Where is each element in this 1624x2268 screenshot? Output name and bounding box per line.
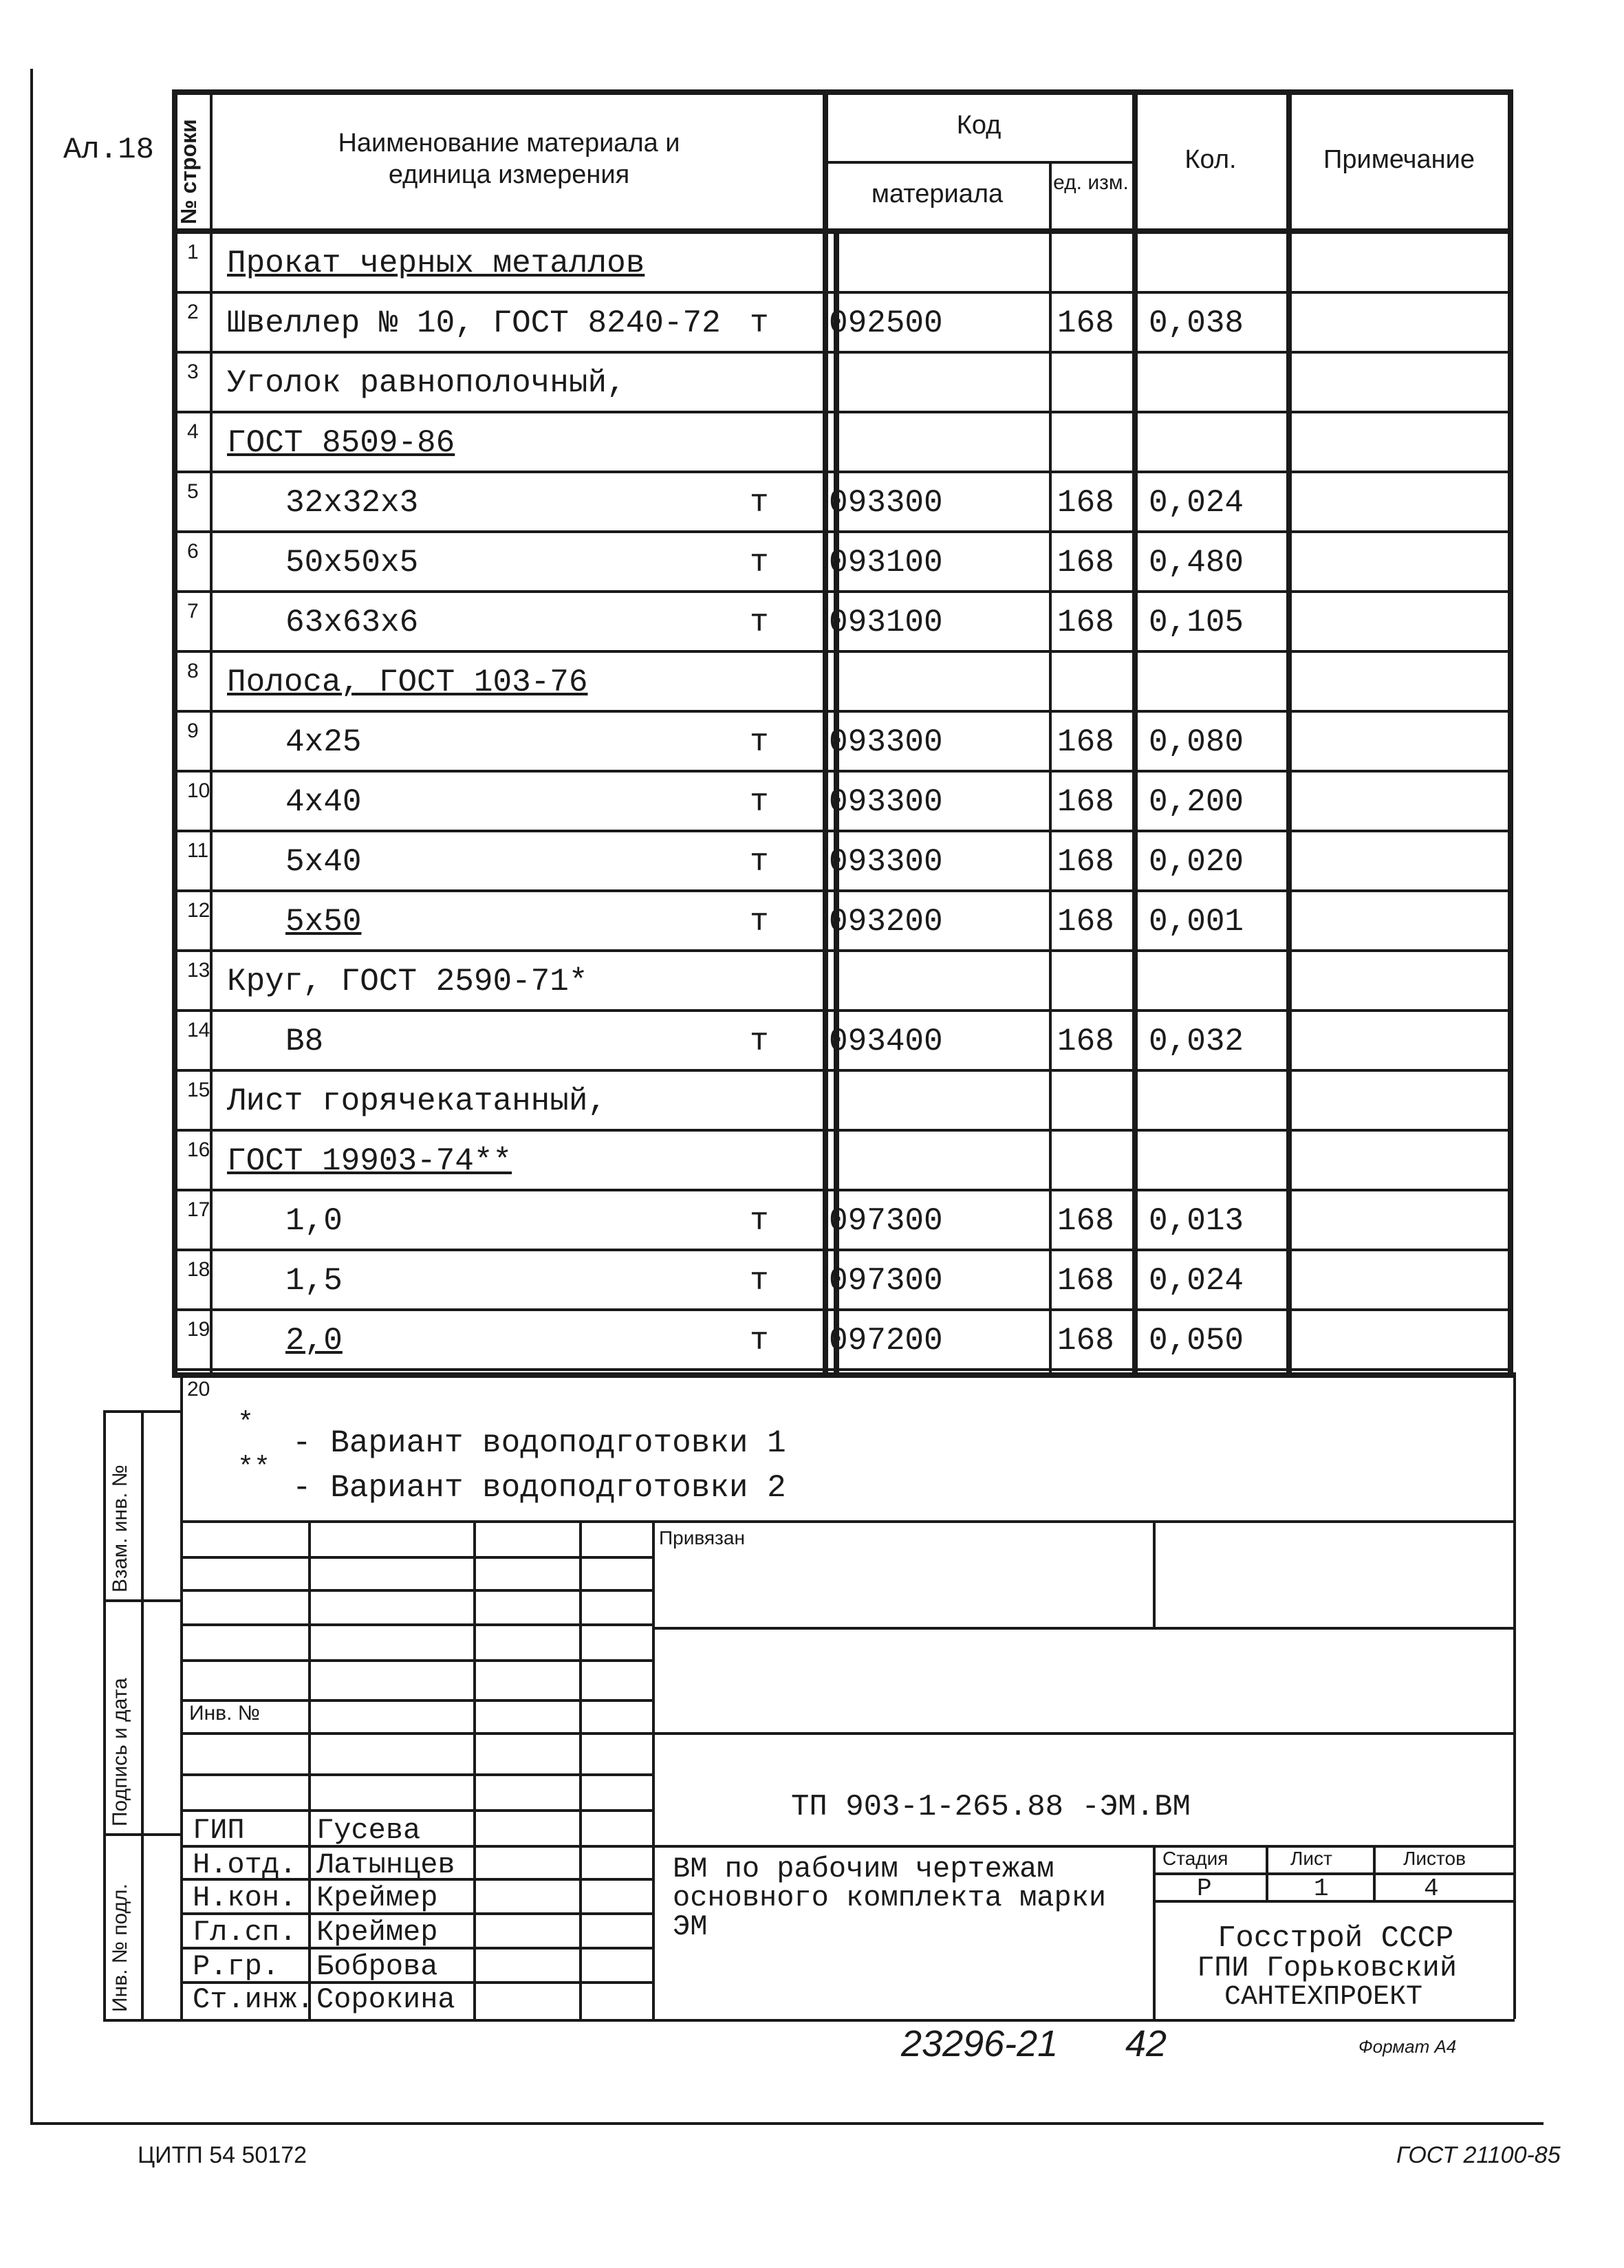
row-number: 19 [187, 1318, 210, 1341]
row-name: 2,0 [285, 1323, 343, 1359]
listov-label: Листов [1403, 1848, 1466, 1869]
row-code: 093400 [829, 1024, 943, 1059]
row-unit-code: 168 [1057, 784, 1114, 820]
row-code: 093100 [829, 605, 943, 640]
row-number: 4 [187, 420, 199, 443]
header-name: Наименование материала и единица измерения [338, 129, 680, 189]
row-name: ГОСТ 8509-86 [227, 425, 455, 461]
row-unit: т [750, 1024, 769, 1059]
listov-value: 4 [1424, 1875, 1439, 1903]
row-unit: т [750, 844, 769, 880]
row-unit: т [750, 904, 769, 940]
row-number: 17 [187, 1198, 210, 1221]
row-number: 8 [187, 660, 199, 682]
header-note: Примечание [1323, 145, 1475, 174]
row-name: Прокат черных металлов [227, 246, 645, 281]
header-code-material: материала [871, 180, 1004, 208]
row-divider [172, 889, 1513, 892]
row-divider [172, 590, 1513, 593]
row-unit: т [750, 605, 769, 640]
row-number: 1 [187, 241, 199, 263]
row-unit-code: 168 [1057, 1203, 1114, 1239]
row-unit-code: 168 [1057, 1024, 1114, 1059]
row-name: 63х63х6 [285, 605, 419, 640]
row-number: 6 [187, 540, 199, 563]
signer-name: Сорокина [316, 1983, 455, 2016]
row-number: 10 [187, 779, 210, 802]
row-divider [172, 1368, 1513, 1371]
row-number: 13 [187, 959, 210, 982]
row-divider [172, 830, 1513, 832]
row-code: 092500 [829, 305, 943, 341]
row-divider [172, 650, 1513, 653]
row-unit-code: 168 [1057, 1323, 1114, 1359]
row-qty: 0,024 [1149, 1263, 1244, 1299]
signer-name: Боброва [316, 1950, 438, 1983]
format-label: Формат А4 [1358, 2036, 1457, 2057]
row-unit-code: 168 [1057, 724, 1114, 760]
row-qty: 0,200 [1149, 784, 1244, 820]
org-line-1: Госстрой СССР [1217, 1921, 1454, 1956]
row-divider [172, 291, 1513, 294]
row-name: В8 [285, 1024, 324, 1059]
row-divider [172, 710, 1513, 713]
left-bottom-code: ЦИТП 54 50172 [138, 2142, 307, 2168]
row-qty: 0,050 [1149, 1323, 1244, 1359]
row-divider [172, 949, 1513, 952]
row-unit-code: 168 [1057, 545, 1114, 581]
row-qty: 0,032 [1149, 1024, 1244, 1059]
row-divider [172, 1129, 1513, 1132]
row-divider [172, 1189, 1513, 1191]
row-number: 5 [187, 480, 199, 503]
row-number: 9 [187, 720, 199, 742]
row-unit: т [750, 724, 769, 760]
row-qty: 0,080 [1149, 724, 1244, 760]
org-line-2: ГПИ Горьковский [1197, 1952, 1458, 1985]
row-name: 50х50х5 [285, 545, 419, 581]
side-label-vzam: Взам. инв. № [109, 1465, 131, 1592]
footnote-mark-1: * [237, 1408, 255, 1439]
row-number: 20 [187, 1378, 210, 1401]
row-name: Швеллер № 10, ГОСТ 8240-72 [227, 305, 721, 341]
row-code: 093200 [829, 904, 943, 940]
row-divider [172, 351, 1513, 354]
row-name: 4х25 [285, 724, 362, 760]
privyazan-label: Привязан [659, 1527, 745, 1548]
doc-title-line-3: ЭМ [673, 1910, 708, 1943]
header-code: Код [956, 111, 1002, 140]
row-number: 12 [187, 899, 210, 922]
row-qty: 0,024 [1149, 485, 1244, 521]
row-code: 097300 [829, 1203, 943, 1239]
signer-name: Гусева [316, 1814, 421, 1847]
row-name: 5х50 [285, 904, 362, 940]
row-divider [172, 770, 1513, 773]
row-code: 097300 [829, 1263, 943, 1299]
row-name: 4х40 [285, 784, 362, 820]
stadiya-value: Р [1197, 1875, 1212, 1903]
row-qty: 0,001 [1149, 904, 1244, 940]
right-bottom-code: ГОСТ 21100-85 [1396, 2142, 1561, 2168]
row-name: 1,0 [285, 1203, 343, 1239]
row-unit: т [750, 485, 769, 521]
row-unit-code: 168 [1057, 904, 1114, 940]
row-name: Лист горячекатанный, [227, 1083, 607, 1119]
row-unit-code: 168 [1057, 1263, 1114, 1299]
row-unit: т [750, 1323, 769, 1359]
row-divider [172, 1308, 1513, 1311]
row-code: 093300 [829, 844, 943, 880]
signer-role: Н.отд. [193, 1848, 297, 1881]
signer-role: Ст.инж. [193, 1983, 314, 2016]
row-name: 1,5 [285, 1263, 343, 1299]
footnote-text-2: - Вариант водоподготовки 2 [292, 1470, 786, 1506]
signer-name: Латынцев [316, 1848, 455, 1881]
row-code: 093300 [829, 784, 943, 820]
row-divider [172, 530, 1513, 533]
row-qty: 0,480 [1149, 545, 1244, 581]
row-divider [172, 1249, 1513, 1251]
row-unit: т [750, 1263, 769, 1299]
row-divider [172, 411, 1513, 413]
inv-no-label: Инв. № [189, 1702, 260, 1725]
row-name: 5х40 [285, 844, 362, 880]
side-label-podpis: Подпись и дата [109, 1678, 131, 1826]
row-number: 7 [187, 600, 199, 623]
row-code: 093100 [829, 545, 943, 581]
row-unit: т [750, 1203, 769, 1239]
header-row-number: № строки [176, 119, 201, 224]
footnote-mark-2: ** [237, 1453, 271, 1484]
sheet-label: Ал.18 [63, 133, 155, 167]
page-left-border [30, 69, 33, 2122]
row-number: 14 [187, 1019, 210, 1041]
signer-role: Р.гр. [193, 1950, 280, 1983]
row-number: 3 [187, 360, 199, 383]
row-unit-code: 168 [1057, 485, 1114, 521]
row-unit-code: 168 [1057, 844, 1114, 880]
row-unit-code: 168 [1057, 605, 1114, 640]
row-divider [172, 471, 1513, 473]
signer-name: Креймер [316, 1881, 438, 1914]
row-number: 16 [187, 1138, 210, 1161]
row-divider [172, 1009, 1513, 1012]
doc-title-line-2: основного комплекта марки [673, 1881, 1107, 1914]
stadiya-label: Стадия [1162, 1848, 1228, 1869]
row-unit: т [750, 305, 769, 341]
row-unit-code: 168 [1057, 305, 1114, 341]
header-code-unit: ед. изм. [1053, 171, 1129, 194]
list-value: 1 [1314, 1875, 1329, 1903]
org-line-3: САНТЕХПРОЕКТ [1224, 1982, 1423, 2013]
row-code: 093300 [829, 724, 943, 760]
header-qty: Кол. [1184, 145, 1237, 174]
archive-number: 23296-21 [901, 2023, 1059, 2064]
row-qty: 0,013 [1149, 1203, 1244, 1239]
signer-role: ГИП [193, 1814, 245, 1847]
row-name: Уголок равнополочный, [227, 365, 626, 401]
footnote-text-1: - Вариант водоподготовки 1 [292, 1425, 786, 1461]
row-number: 11 [187, 839, 209, 862]
designation: ТП 903-1-265.88 -ЭМ.ВМ [791, 1790, 1191, 1824]
row-divider [172, 1069, 1513, 1072]
row-qty: 0,038 [1149, 305, 1244, 341]
doc-title-line-1: ВМ по рабочим чертежам [673, 1853, 1054, 1886]
signer-name: Креймер [316, 1916, 438, 1949]
row-unit: т [750, 784, 769, 820]
signer-role: Гл.сп. [193, 1916, 297, 1949]
row-number: 18 [187, 1258, 210, 1281]
row-name: Полоса, ГОСТ 103-76 [227, 665, 588, 700]
row-qty: 0,105 [1149, 605, 1244, 640]
row-code: 097200 [829, 1323, 943, 1359]
page-bottom-border [30, 2122, 1544, 2125]
row-qty: 0,020 [1149, 844, 1244, 880]
row-name: 32х32х3 [285, 485, 419, 521]
archive-page: 42 [1125, 2023, 1167, 2064]
row-name: ГОСТ 19903-74** [227, 1143, 512, 1179]
row-name: Круг, ГОСТ 2590-71* [227, 964, 588, 1000]
signer-role: Н.кон. [193, 1881, 297, 1914]
row-unit: т [750, 545, 769, 581]
row-number: 2 [187, 301, 199, 323]
side-label-inv: Инв. № подл. [109, 1883, 131, 2012]
row-code: 093300 [829, 485, 943, 521]
row-number: 15 [187, 1079, 210, 1101]
list-label: Лист [1290, 1848, 1332, 1869]
